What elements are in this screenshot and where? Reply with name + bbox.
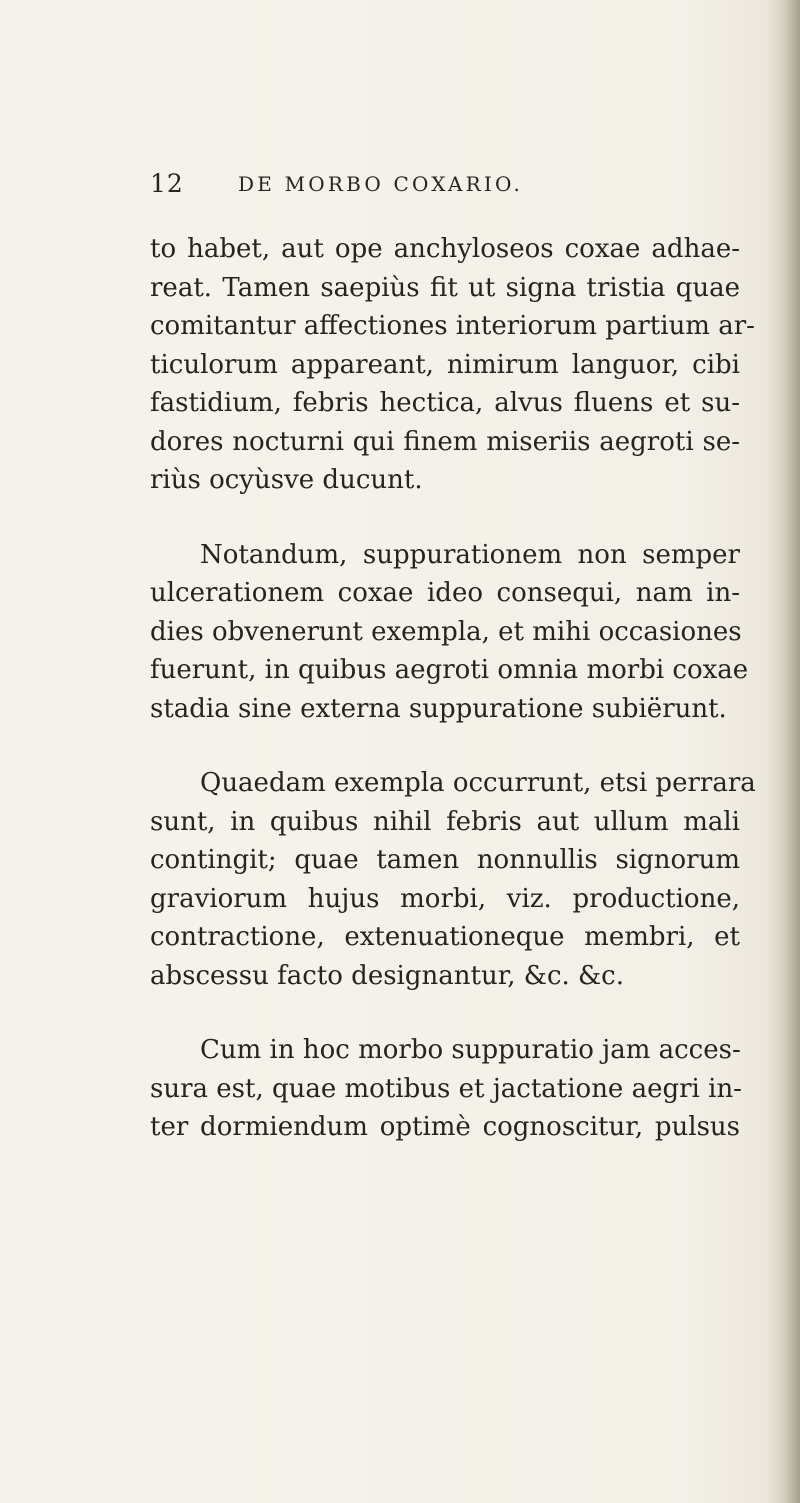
paragraph-1	[150, 230, 755, 500]
text-line: dores nocturni qui finem miseriis aegroti se-	[150, 426, 740, 457]
text-line: sura est, quae motibus et jactatione aegri in-	[150, 1073, 742, 1104]
text-line: comitantur affectiones interiorum partium ar-	[150, 311, 755, 341]
text-line: sunt, in quibus nihil febris aut ullum mali	[150, 806, 740, 837]
page-edge-shadow	[766, 0, 800, 1503]
paragraph-3	[150, 764, 756, 995]
text-line: dies obvenerunt exempla, et mihi occasiones	[150, 616, 742, 647]
paragraph-4	[150, 1031, 740, 1147]
running-head	[150, 166, 630, 202]
text-line: to habet, aut ope anchyloseos coxae adhae-	[150, 234, 740, 264]
text-line: Notandum, suppurationem non semper	[200, 539, 740, 570]
text-line: contractione, extenuationeque membri, et	[150, 922, 740, 952]
text-line: graviorum hujus morbi, viz. productione,	[150, 883, 740, 914]
text-line: Quaedam exempla occurrunt, etsi perrara	[200, 768, 756, 798]
text-line: ter dormiendum optimè cognoscitur, pulsus	[150, 1112, 740, 1142]
text-line: riùs ocyùsve ducunt.	[150, 465, 423, 495]
text-line: ulcerationem coxae ideo consequi, nam in-	[150, 578, 740, 608]
paragraph-2	[150, 536, 749, 729]
text-line: abscessu facto designantur, &c. &c.	[150, 960, 625, 991]
text-line: Cum in hoc morbo suppuratio jam acces-	[200, 1035, 741, 1065]
text-line: reat. Tamen saepiùs fit ut signa tristia quae	[150, 272, 740, 303]
page-number: 12	[150, 169, 184, 198]
running-title: DE MORBO COXARIO.	[238, 172, 524, 196]
text-line: fastidium, febris hectica, alvus fluens et su-	[150, 388, 740, 418]
text-line: ticulorum appareant, nimirum languor, cibi	[150, 349, 740, 380]
text-line: contingit; quae tamen nonnullis signorum	[150, 845, 740, 875]
body-text	[150, 230, 756, 1183]
text-line: stadia sine externa suppuratione subiërunt.	[150, 693, 727, 724]
text-line: fuerunt, in quibus aegroti omnia morbi coxae	[150, 655, 749, 685]
